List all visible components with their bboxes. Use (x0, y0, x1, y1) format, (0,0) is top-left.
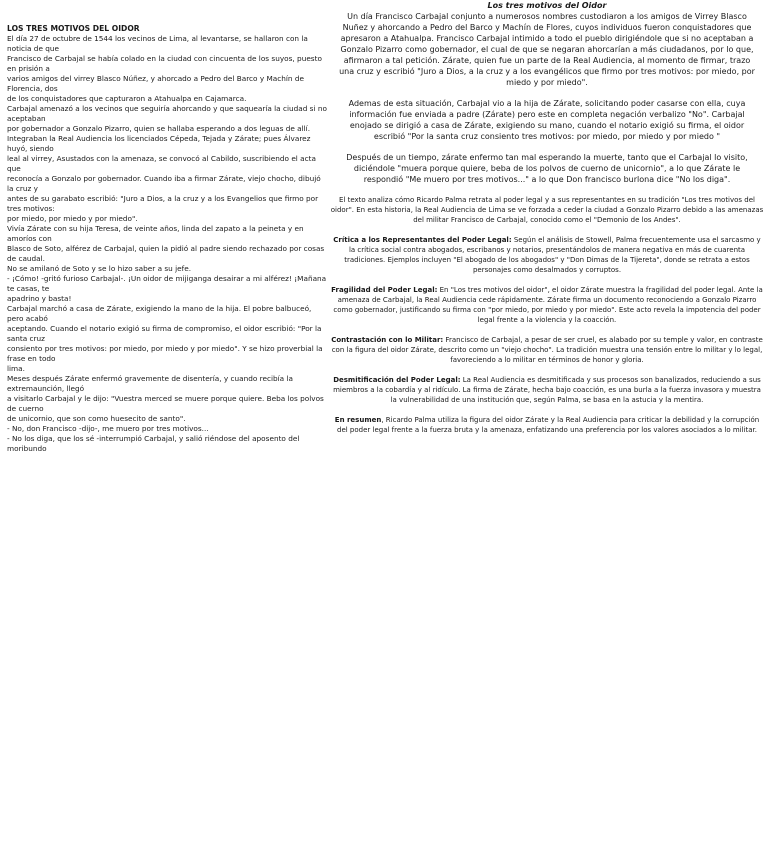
text-line: - No los diga, que los sé -interrumpió Carbajal, y salió riéndose del aposento del moribundo (7, 434, 300, 453)
text-line: Blasco de Soto, alférez de Carbajal, quien la pidió al padre siendo rechazado por cosas de caudal. (7, 244, 325, 263)
text-line: El día 27 de octubre de 1544 los vecinos de Lima, al levantarse, se hallaron con la noticia de que (7, 34, 308, 53)
text-line: Meses después Zárate enfermó gravemente de disentería, y cuando recibía la extremaunción, llegó (7, 374, 293, 393)
section-heading: Crítica a los Representantes del Poder Legal: (333, 236, 512, 244)
summary-title: Los tres motivos del Oidor (487, 1, 607, 10)
analysis-section-contrastacion (330, 335, 764, 365)
section-heading: Contrastación con lo Militar: (331, 336, 444, 344)
section-body: En "Los tres motivos del oidor", el oidor Zárate muestra la fragilidad del poder legal. Ante la amenaza de Carbajal, la Real Audiencia cede rápidamente. Zárate firma un documento reconociendo a Gonzalo Pizarro como gobernador, justificando su firma con "por miedo, por miedo y por miedo". Este acto revela la impotencia del poder legal frente a la violencia y la coacción. (333, 286, 763, 324)
summary-paragraph-1: Un día Francisco Carbajal conjunto a numerosos nombres custodiaron a los amigos de Virrey Blasco Nuñez y ahorcando a Pedro del Barco y Machín de Flores, cuyos individuos fueron conquistadores que apresaron a Atahualpa. Francisco Carbajal intimido a todo el pueblo dirigiéndole que si no aceptaban a Gonzalo Pizarro como gobernador, el cual de que se negaran ahorcarían a más ciudadanos, por lo que, afirmaron a tal petición. Zárate, quien fue un parte de la Real Audiencia, al momento de firmar, trazo una cruz y escribió "Juro a Dios, a la cruz y a los evangélicos que firmo por tres motivos: por miedo, por miedo y por miedo". (339, 12, 755, 87)
text-line: consiento por tres motivos: por miedo, por miedo y por miedo". Y se hizo proverbial la frase en todo (7, 344, 323, 363)
original-title: LOS TRES MOTIVOS DEL OIDOR (7, 24, 140, 33)
summary-paragraph-2: Ademas de esta situación, Carbajal vio a la hija de Zárate, solicitando poder casarse con ella, cuya información fue enviada a padre (Zárate) pero este en completa negación verbalizo "No". Carbajal enojado se dirigió a casa de Zárate, exigiendo su mano, cuando el notario exigió su firma, el oidor escribió "Por la santa cruz consiento tres motivos: por miedo, por miedo y por miedo " (348, 99, 746, 141)
analysis-section-critica (330, 235, 764, 275)
text-line: por miedo, por miedo y por miedo". (7, 214, 138, 223)
text-line: Vivía Zárate con su hija Teresa, de veinte años, linda del zapato a la peineta y en amoríos con (7, 224, 304, 243)
text-line: lima. (7, 364, 25, 373)
summary-paragraph-3: Después de un tiempo, zárate enfermo tan mal esperando la muerte, tanto que el Carbajal lo visito, diciéndole "muera porque quiere, beba de los polvos de cuerno de unicornio", a lo que Zárate le respondió "Me muero por tres motivos..." a lo que Don francisco burlona dice "No los diga". (346, 153, 748, 184)
text-line: No se amilanó de Soto y se lo hizo saber a su jefe. (7, 264, 192, 273)
text-line: Integraban la Real Audiencia los licenciados Cépeda, Tejada y Zárate; pues Álvarez huyó, siendo (7, 134, 311, 153)
text-line: de unicornio, que son como huesecito de santo". (7, 414, 186, 423)
text-line: de los conquistadores que capturaron a Atahualpa en Cajamarca. (7, 94, 247, 103)
text-line: Carbajal amenazó a los vecinos que seguiría ahorcando y que saquearía la ciudad si no aceptaban (7, 104, 327, 123)
text-line: antes de su garabato escribió: "Juro a Dios, a la cruz y a los Evangelios que firmo por tres motivos: (7, 194, 319, 213)
analysis-section-fragilidad (330, 285, 764, 325)
section-body: Según el análisis de Stowell, Palma frecuentemente usa el sarcasmo y la crítica social contra abogados, escribanos y notarios, presentándolos de manera negativa en más de cuarenta tradiciones. Ejemplos incluyen "El abogado de los abogados" y "Don Dimas de la Tijereta", donde se retrata a estos personajes como desalmados y corruptos. (344, 236, 761, 274)
text-line: apadrino y basta! (7, 294, 72, 303)
text-line: Carbajal marchó a casa de Zárate, exigiendo la mano de la hija. El pobre balbuceó, pero acabó (7, 304, 312, 323)
text-line: leal al virrey, Asustados con la amenaza, se convocó al Cabildo, suscribiendo el acta que (7, 154, 316, 173)
text-line: reconocía a Gonzalo por gobernador. Cuando iba a firmar Zárate, viejo chocho, dibujó la cruz y (7, 174, 321, 193)
text-line: por gobernador a Gonzalo Pizarro, quien se hallaba esperando a dos leguas de allí. (7, 124, 311, 133)
text-line: Francisco de Carbajal se había colado en la ciudad con cincuenta de los suyos, puesto en prisión a (7, 54, 322, 73)
analysis-section-desmitificacion (330, 375, 764, 405)
original-text-column (7, 24, 329, 454)
section-heading: En resumen (334, 416, 382, 424)
section-body: , Ricardo Palma utiliza la figura del oidor Zárate y la Real Audiencia para criticar la debilidad y la corrupción del poder legal frente a la fuerza bruta y la amenaza, enfatizando una preferencia por los valores asociados a lo militar. (337, 416, 760, 434)
section-heading: Desmitificación del Poder Legal: (333, 376, 461, 384)
analysis-section-resumen (330, 415, 764, 435)
section-heading: Fragilidad del Poder Legal: (331, 286, 438, 294)
summary-column (330, 0, 764, 445)
text-line: varios amigos del virrey Blasco Núñez, y ahorcado a Pedro del Barco y Machín de Florencia, dos (7, 74, 304, 93)
text-line: a visitarlo Carbajal y le dijo: "Vuestra merced se muere porque quiere. Beba los polvos de cuerno (7, 394, 324, 413)
section-body: La Real Audiencia es desmitificada y sus procesos son banalizados, reduciendo a sus miembros a la cobardía y al ridículo. La firma de Zárate, hecha bajo coacción, es una burla a la fuerza invasora y muestra la vulnerabilidad de una institución que, según Palma, se basa en la astucia y la mentira. (333, 376, 761, 404)
text-line: aceptando. Cuando el notario exigió su firma de compromiso, el oidor escribió: "Por la santa cruz (7, 324, 322, 343)
analysis-intro: El texto analiza cómo Ricardo Palma retrata al poder legal y a sus representantes en su tradición "Los tres motivos del oidor". En esta historia, la Real Audiencia de Lima se ve forzada a ceder la ciudad a Gonzalo Pizarro debido a las amenazas del militar Francisco de Carbajal, conocido como el "Demonio de los Andes". (330, 196, 764, 224)
original-text-lines (7, 34, 329, 454)
section-body: Francisco de Carbajal, a pesar de ser cruel, es alabado por su temple y valor, en contraste con la figura del oidor Zárate, descrito como un "viejo chocho". La tradición muestra una tensión entre lo militar y lo legal, favoreciendo a lo militar en términos de honor y gloria. (331, 336, 763, 364)
text-line: - No, don Francisco -dijo-, me muero por tres motivos... (7, 424, 209, 433)
text-line: - ¡Cómo! -gritó furioso Carbajal-. ¡Un oidor de mijiganga desairar a mi alférez! ¡Mañana te casas, te (7, 274, 327, 293)
